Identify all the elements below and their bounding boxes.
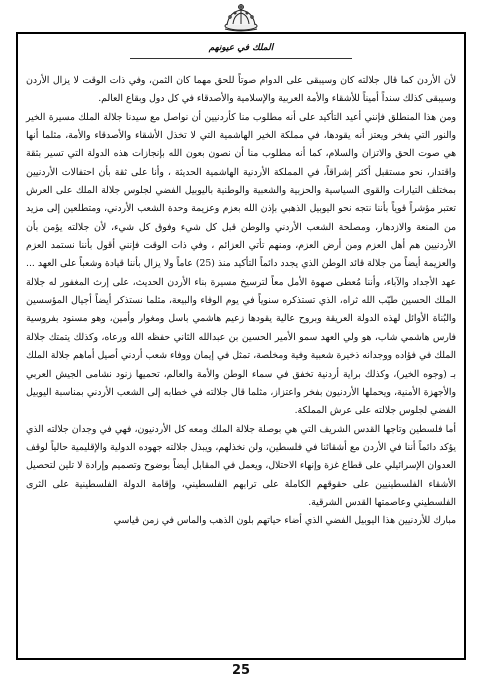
page-number: 25 [231,663,251,678]
paragraph: أما فلسطين وتاجها القدس الشريف التي هي بوصلة جلالة الملك ومعه كل الأردنيون، فهي في وجدان جلالته الذي يؤكد دائماً أننا في الأردن مع أشقائنا في فلسطين، ولن نخذلهم، ويبذل جلالته جهوده الدولية والإقليمية حالياً لوقف العدوان الإسرائيلي على قطاع غزة وإنهاء الاحتلال، ويعمل في المقابل أيضاً بوضوح وتصميم وإرادة لا تلين لتحصيل الأشقاء الفلسطينيين على حقوقهم الكاملة على ترابهم الفلسطيني، وإقامة الدولة الفلسطينية على الثرى الفلسطيني وعاصمتها القدس الشرقية. [26,423,456,508]
paragraph: لأن الأردن كما قال جلالته كان وسيبقى على الدوام صوتاً للحق مهما كان الثمن، وفي ذات الوقت لا يزال الأردن وسيبقى كذلك سنداً أميناً للأشقاء والأمة العربية والإسلامية والأصدقاء في كل دول وبقاع العالم. [26,75,456,105]
paragraph: مبارك للأردنيين هذا اليوبيل الفضي الذي أضاء حياتهم بلون الذهب والماس في زمن قياسي [113,515,456,527]
paragraph: ومن هذا المنطلق فإنني أعيد التأكيد على أنه مطلوب منا كأردنيين أن نواصل مع سيدنا جلالة الملك مسيرة الخير والنور التي يفخر ويعتز أنه يقودها، في مملكة الخير الهاشمية التي لا تخذل الأشقاء والأصدقاء والأمة، مثلما أنها هي صوت الحق والاتزان والسلام، كما أنه مطلوب منا أن نصون بعون الله بإنجازات هذه الدولة التي تسير بثقة واقتدار، نحو مستقبل أكثر إشراقاً، في المملكة الأردنية الهاشمية الحديثة ، وأنا على ثقة بأن احتفالات الأردنيين بمختلف التيارات والقوى السياسية والحزبية والشعبية والوطنية باليوبيل الفضي لجلوس جلالة الملك على العرش تعتبر مؤشراً قوياً بأننا نتجه نحو اليوبيل الذهبي بإذن الله بعزم وعزيمة وحدة الشعب الأردني، ومتطلعين إلى مزيد من المنعة والازدهار، ومصلحة الشعب الأردني والوطن قبل كل شيء وفوق كل شيء، لأن جلالته يؤمن بأن الأردنيين هم أهل العزم ومن أرض العزم، ومنهم تأتي العزائم ، وفي ذات الوقت فإنني أقول بأننا نستمد العزم والعزيمة أيضاً من جلالة قائد الوطن الذي يجدد دائماً التأكيد منذ (25) عاماً ولا يزال بأننا قيادة وشعباً على العهد ... عهد الأجداد والآباء، وأننا مُعطى صهوة الأمل معاً لترسيخ مسيرة بناء الأردن الحديث، على إرث المغفور له جلالة الملك الحسين طيّب الله ثراه، الذي تستذكره سنوياً في يوم الوفاء والبيعة، مثلما نستذكر أيضاً أجيال المؤسسين والبُناة الأوائل لهذه الدولة العريقة وبروح عالية يقودها زعيم هاشمي باسل ومغوار وأمين، وهو مسنود بفروسية فارس هاشمي شاب، هو ولي العهد سمو الأمير الحسين بن عبدالله الثاني حفظه الله ورعاه، وكذلك يتمتك جلالة الملك في فؤاده ووجدانه ذخيرة شعبية وفية ومخلصة، تمثل في إيمان ووفاء شعب أردني أصيل أماهم جلالة الملك بـ (وجوه الخير)، وكذلك براية أردنية تخفق في سماء الوطن والأمة والعالم، تحميها زنود نشامى الجيش العربي والأجهزة الأمنية، ويحملها الأردنيون بفخر واعتزاز، مثلما قال جلالته في خطابه إلى الشعب الأردني بمناسبة اليوبيل الفضي لجلوس جلالته على عرش المملكة. [26,111,456,417]
header-divider [130,58,352,59]
crown-icon [221,2,261,34]
running-header-title: الملك في عيونهم [208,43,274,53]
article-body [26,72,456,531]
